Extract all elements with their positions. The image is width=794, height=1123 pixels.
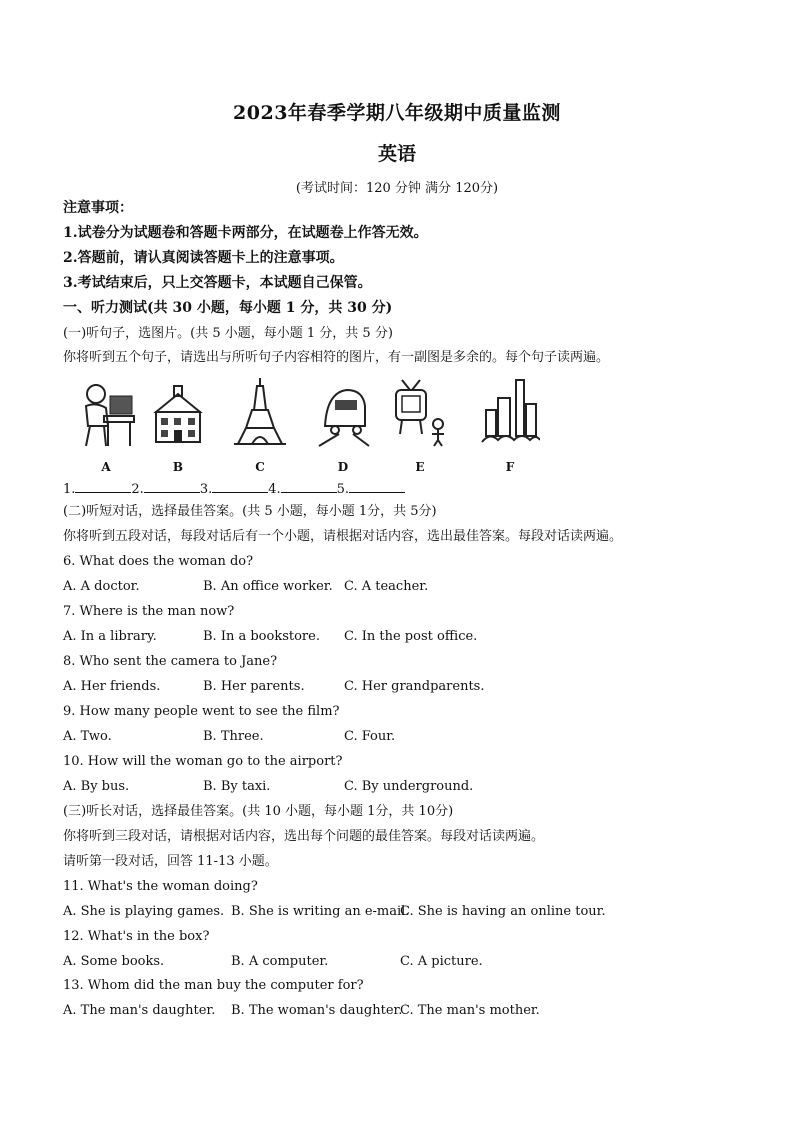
- option-10b[interactable]: B. By taxi.: [203, 779, 271, 794]
- blank-4[interactable]: [281, 480, 337, 493]
- picture-f: [475, 376, 545, 474]
- option-8b[interactable]: B. Her parents.: [203, 679, 305, 694]
- option-10c[interactable]: C. By underground.: [344, 779, 474, 794]
- question-12: 12. What's in the box?: [63, 929, 210, 944]
- blank-5[interactable]: [349, 480, 405, 493]
- school-building-icon: [148, 376, 208, 448]
- picture-label: A: [101, 460, 111, 474]
- person-at-computer-icon: [76, 376, 136, 448]
- question-6: 6. What does the woman do?: [63, 554, 254, 569]
- picture-options: [63, 376, 543, 474]
- question-8: 8. Who sent the camera to Jane?: [63, 654, 278, 669]
- blank-3[interactable]: [212, 480, 268, 493]
- option-11a[interactable]: A. She is playing games.: [63, 904, 225, 919]
- picture-c: [225, 376, 295, 474]
- option-6c[interactable]: C. A teacher.: [344, 579, 429, 594]
- blank-number: 1.: [63, 482, 76, 497]
- picture-label: D: [337, 460, 349, 474]
- city-skyline-icon: [480, 376, 540, 448]
- exam-info: (考试时间：120 分钟 满分 120分): [295, 181, 499, 196]
- eiffel-tower-icon: [230, 376, 290, 448]
- option-9a[interactable]: A. Two.: [63, 729, 112, 744]
- exam-title: 2023年春季学期八年级期中质量监测: [233, 102, 561, 124]
- blank-number: 4.: [268, 482, 281, 497]
- robot-tv-icon: [390, 376, 450, 448]
- part3-instruction: 你将听到三段对话，请根据对话内容，选出每个问题的最佳答案。每段对话读两遍。: [63, 829, 545, 844]
- option-13a[interactable]: A. The man's daughter.: [63, 1003, 216, 1018]
- part1-heading: (一)听句子，选图片。(共 5 小题，每小题 1 分，共 5 分): [63, 326, 393, 341]
- option-13b[interactable]: B. The woman's daughter.: [231, 1003, 403, 1018]
- question-9: 9. How many people went to see the film?: [63, 704, 340, 719]
- picture-e: [385, 376, 455, 474]
- option-8c[interactable]: C. Her grandparents.: [344, 679, 485, 694]
- question-10: 10. How will the woman go to the airport?: [63, 754, 343, 769]
- option-6a[interactable]: A. A doctor.: [63, 579, 140, 594]
- picture-d: [308, 376, 378, 474]
- section1-heading: 一、听力测试(共 30 小题，每小题 1 分，共 30 分): [63, 300, 393, 316]
- blank-number: 5.: [336, 482, 350, 497]
- option-8a[interactable]: A. Her friends.: [63, 679, 161, 694]
- picture-label: C: [255, 460, 265, 474]
- option-9b[interactable]: B. Three.: [203, 729, 264, 744]
- option-12b[interactable]: B. A computer.: [231, 954, 329, 969]
- option-7b[interactable]: B. In a bookstore.: [203, 629, 320, 644]
- part3-sub-instruction: 请听第一段对话，回答 11-13 小题。: [63, 854, 278, 869]
- option-13c[interactable]: C. The man's mother.: [400, 1003, 540, 1018]
- picture-b: [143, 376, 213, 474]
- option-7a[interactable]: A. In a library.: [63, 629, 157, 644]
- option-10a[interactable]: A. By bus.: [63, 779, 130, 794]
- train-icon: [313, 376, 373, 448]
- blank-2[interactable]: [144, 480, 200, 493]
- picture-label: B: [172, 460, 184, 474]
- picture-label: E: [415, 460, 425, 474]
- part1-instruction: 你将听到五个句子，请选出与所听句子内容相符的图片，有一副图是多余的。每个句子读两遍。: [63, 350, 610, 365]
- picture-label: F: [505, 460, 515, 474]
- blank-number: 3.: [199, 482, 213, 497]
- option-11b[interactable]: B. She is writing an e-mail.: [231, 904, 410, 919]
- notice-item-2: 2.答题前，请认真阅读答题卡上的注意事项。: [63, 250, 344, 266]
- option-11c[interactable]: C. She is having an online tour.: [400, 904, 606, 919]
- part3-heading: (三)听长对话，选择最佳答案。(共 10 小题，每小题 1分，共 10分): [63, 804, 454, 819]
- exam-subject: 英语: [377, 143, 416, 165]
- question-7: 7. Where is the man now?: [63, 604, 235, 619]
- answer-blanks: [63, 480, 405, 498]
- part2-instruction: 你将听到五段对话，每段对话后有一个小题，请根据对话内容，选出最佳答案。每段对话读两遍。: [63, 529, 623, 544]
- part2-heading: (二)听短对话，选择最佳答案。(共 5 小题，每小题 1分，共 5分): [63, 504, 437, 519]
- question-11: 11. What's the woman doing?: [63, 879, 258, 894]
- notice-item-3: 3.考试结束后，只上交答题卡，本试题自己保管。: [63, 275, 372, 291]
- option-6b[interactable]: B. An office worker.: [203, 579, 333, 594]
- option-7c[interactable]: C. In the post office.: [344, 629, 478, 644]
- notice-item-1: 1.试卷分为试题卷和答题卡两部分，在试题卷上作答无效。: [63, 225, 428, 241]
- blank-number: 2.: [131, 482, 144, 497]
- notice-heading: 注意事项：: [63, 200, 133, 216]
- question-13: 13. Whom did the man buy the computer for?: [63, 978, 364, 993]
- option-12c[interactable]: C. A picture.: [400, 954, 483, 969]
- blank-1[interactable]: [75, 480, 131, 493]
- option-12a[interactable]: A. Some books.: [63, 954, 165, 969]
- option-9c[interactable]: C. Four.: [344, 729, 396, 744]
- picture-a: [71, 376, 141, 474]
